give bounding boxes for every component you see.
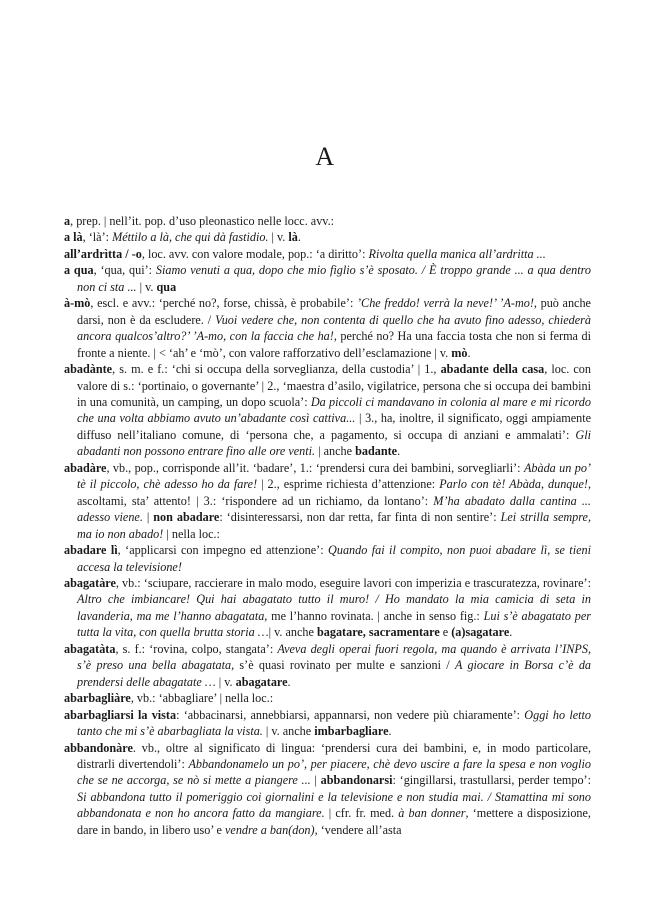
headword: qua bbox=[156, 279, 177, 294]
definition-text: | 2., esprime richiesta d’attenzione: bbox=[257, 477, 440, 492]
example-text: Parlo con tè! Abàda, dunque! bbox=[439, 477, 588, 492]
dictionary-entry bbox=[64, 641, 591, 690]
example-text: Abbandonamelo un po’, per piacere, chè devo uscire a fare la spesa e non voglio che se ne accorga, se nò si mette a piangere ... bbox=[77, 756, 591, 788]
headword: abagatàre bbox=[64, 575, 116, 590]
definition-text: | cfr. fr. med. bbox=[324, 806, 399, 821]
headword: abbandonarsi bbox=[320, 773, 393, 788]
definition-text: : ‘disinteressarsi, non dar retta, far finta di non sentire’: bbox=[219, 510, 501, 525]
example-text: M’ha abadato dalla cantina ... adesso viene. bbox=[77, 493, 591, 525]
example-text: Quando fai il compito, non puoi abadare lì, se tieni accesa la televisione! bbox=[77, 543, 591, 574]
definition-text: , escl. e avv.: ‘perché no?, forse, chissà, è probabile’: bbox=[90, 296, 357, 311]
example-text: Aveva degli operai fuori regola, ma quando è arrivata l’INPS, s’è preso una bella abagatata bbox=[77, 641, 591, 673]
headword: abadàre bbox=[64, 460, 107, 475]
definition-text: | v. bbox=[136, 279, 157, 294]
definition-text: , ascoltami, sta’ attento! | 3.: ‘rispondere ad un richiamo, da lontano’: bbox=[77, 477, 591, 508]
headword: imbarbagliare bbox=[314, 724, 389, 739]
headword: abadare lì bbox=[64, 543, 118, 558]
dictionary-entry bbox=[64, 740, 591, 839]
example-text: Lei strilla sempre, ma io non abado! bbox=[77, 510, 591, 541]
headword: a bbox=[64, 214, 71, 228]
dictionary-entry bbox=[64, 542, 591, 575]
definition-text: . bbox=[467, 345, 471, 360]
example-text: Altro che imbiancare! Qui hai abagatato tutto il muro! / Ho mandato la mia camicia di seta in lavanderia, ma me l’hanno abagatata bbox=[77, 592, 591, 623]
definition-text: | 3., ha, inoltre, il significato, oggi ampiamente diffuso nell’italiano comune, di ‘persona che, a pagamento, si occupa di anziani e ammalati’: bbox=[77, 411, 592, 442]
definition-text: | v. bbox=[215, 674, 236, 689]
definition-text: . bbox=[297, 230, 301, 245]
definition-text: . vb., oltre al significato di lingua: ‘prendersi cura dei bambini, e, in modo particolare, distrarli divertendoli’: bbox=[77, 740, 591, 771]
definition-text: , loc. avv. con valore modale, pop.: ‘a diritto’: bbox=[141, 246, 369, 261]
definition-text: . bbox=[287, 674, 291, 689]
definition-text: , vb.: ‘sciupare, raccierare in malo modo, eseguire lavori con imperizia e trascuratezza, rovinare’: bbox=[115, 575, 591, 590]
example-text: Rivolta quella manica all’ardritta ... bbox=[368, 246, 546, 261]
definition-text: : ‘gingillarsi, trastullarsi, perder tempo’: bbox=[392, 773, 591, 788]
example-text: Oggi ho letto tanto che mi s’è abarbagliata la vista. bbox=[77, 707, 591, 739]
definition-text: e bbox=[439, 625, 452, 640]
dictionary-entry bbox=[64, 361, 591, 460]
headword: a là bbox=[64, 230, 83, 245]
headword: bagatare, sacramentare bbox=[316, 625, 440, 640]
definition-text: | anche bbox=[315, 444, 356, 459]
headword: abagatare bbox=[235, 674, 288, 689]
headword: là bbox=[288, 230, 298, 245]
definition-text: | bbox=[142, 510, 154, 525]
dictionary-entry bbox=[64, 295, 591, 361]
definition-text: , prep. | nell’it. pop. d’uso pleonastico nelle locc. avv.: bbox=[70, 214, 335, 228]
headword: all’ardrìtta / -o bbox=[64, 246, 142, 261]
example-text: Gli abadanti non possono entrare fino alle ore venti. bbox=[77, 427, 591, 459]
dictionary-entry bbox=[64, 262, 591, 295]
dictionary-entry bbox=[64, 246, 591, 262]
definition-text: , vb.: ‘abbagliare’ | nella loc.: bbox=[130, 691, 274, 706]
example-text: Da piccoli ci mandavano in colonia al mare e mi ricordo che una volta abbiamo avuto un’abadante così cattiva... bbox=[77, 394, 591, 426]
headword: mò bbox=[451, 345, 468, 360]
definition-text: , loc. con valore di s.: ‘portinaio, o governante’ | 2., ‘maestra d’asilo, vigilatrice, persona che si occupa dei bambini in una comunità, un camping, un dopo scuola’: bbox=[77, 362, 591, 409]
headword: a qua bbox=[64, 263, 94, 278]
definition-text: , ‘vendere all’asta bbox=[314, 822, 402, 837]
example-text: vendre a ban(don) bbox=[225, 822, 315, 837]
headword: abarbagliarsi la vista bbox=[64, 707, 177, 722]
definition-text: , ‘mettere a disposizione, dare in bando, in libero uso’ e bbox=[77, 806, 591, 837]
definition-text: | v. anche bbox=[262, 724, 315, 739]
example-text: Lui s’è abagatato per tutta la vita, con quella brutta storia … bbox=[77, 608, 591, 640]
example-text: Vuoi vedere che, non contenta di quello che ha avuto fino adesso, chiederà ancora qualcos’altro?’ ’A-mo, con la faccia che ha! bbox=[77, 312, 591, 344]
dictionary-entries bbox=[64, 213, 591, 838]
headword: (a)sagatare bbox=[451, 625, 510, 640]
definition-text: | v. anche bbox=[268, 625, 317, 640]
example-text: à ban donner bbox=[398, 806, 466, 821]
definition-text: | nella loc.: bbox=[163, 526, 220, 541]
headword: abadante della casa bbox=[440, 362, 545, 377]
headword: abbandonàre bbox=[64, 740, 133, 755]
example-text: Si abbandona tutto il pomeriggio coi giornalini e la televisione e non studia mai. / Stamattina mi sono abbandonata e non ho ancora fatto da mangiare. bbox=[77, 789, 591, 821]
definition-text: , s. f.: ‘rovina, colpo, stangata’: bbox=[115, 641, 278, 656]
definition-text: , può anche darsi, non è da escludere. / bbox=[77, 296, 591, 327]
definition-text: , vb., pop., corrisponde all’it. ‘badare’, 1.: ‘prendersi cura dei bambini, sorvegliarli’: bbox=[106, 460, 524, 475]
headword: abagatàta bbox=[64, 641, 116, 656]
section-letter-heading: A bbox=[315, 142, 335, 171]
definition-text: , ‘applicarsi con impegno ed attenzione’: bbox=[117, 543, 329, 558]
headword: abadànte bbox=[64, 362, 113, 377]
example-text: Abàda un po’ tè il piccolo, chè adesso ho da fare! bbox=[77, 460, 591, 492]
definition-text: . bbox=[509, 625, 513, 640]
headword: abarbagliàre bbox=[64, 691, 131, 706]
definition-text: | v. bbox=[268, 230, 289, 245]
definition-text: , s. m. e f.: ‘chi si occupa della sorveglianza, della custodia’ | 1., bbox=[112, 362, 441, 377]
headword: à-mò bbox=[64, 296, 91, 311]
headword: non abadare bbox=[153, 510, 220, 525]
definition-text: , ‘qua, qui’: bbox=[93, 263, 156, 278]
definition-text: : ‘abbacinarsi, annebbiarsi, appannarsi, non vedere più chiaramente’: bbox=[176, 707, 525, 722]
definition-text: . bbox=[388, 724, 392, 739]
dictionary-entry bbox=[64, 229, 591, 245]
dictionary-entry bbox=[64, 690, 591, 706]
dictionary-entry bbox=[64, 575, 591, 641]
headword: badante bbox=[355, 444, 398, 459]
definition-text: . bbox=[397, 444, 401, 459]
example-text: ’Che freddo! verrà la neve!’ ’A-mo! bbox=[357, 296, 534, 311]
example-text: Méttilo a là, che qui dà fastidio. bbox=[112, 230, 269, 245]
example-text: A giocare in Borsa c’è da prendersi delle abagatate … bbox=[77, 658, 592, 689]
dictionary-entry bbox=[64, 213, 591, 229]
definition-text: , ‘là’: bbox=[82, 230, 113, 245]
definition-text: , perché no? Ha una faccia tosta che non si ferma di fronte a niente. | < ‘ah’ e ‘mò’, con valore rafforzativo dell’esclamazione | v. bbox=[77, 329, 591, 360]
example-text: Siamo venuti a qua, dopo che mio figlio s’è sposato. / È troppo grande ... a qua dentro non ci sta ... bbox=[77, 263, 591, 294]
definition-text: , me l’hanno rovinata. | anche in senso fig.: bbox=[264, 608, 484, 623]
dictionary-entry bbox=[64, 707, 591, 740]
definition-text: | bbox=[310, 773, 321, 788]
dictionary-entry bbox=[64, 460, 591, 542]
definition-text: , s’è quasi rovinato per multe e sanzioni / bbox=[231, 658, 455, 673]
